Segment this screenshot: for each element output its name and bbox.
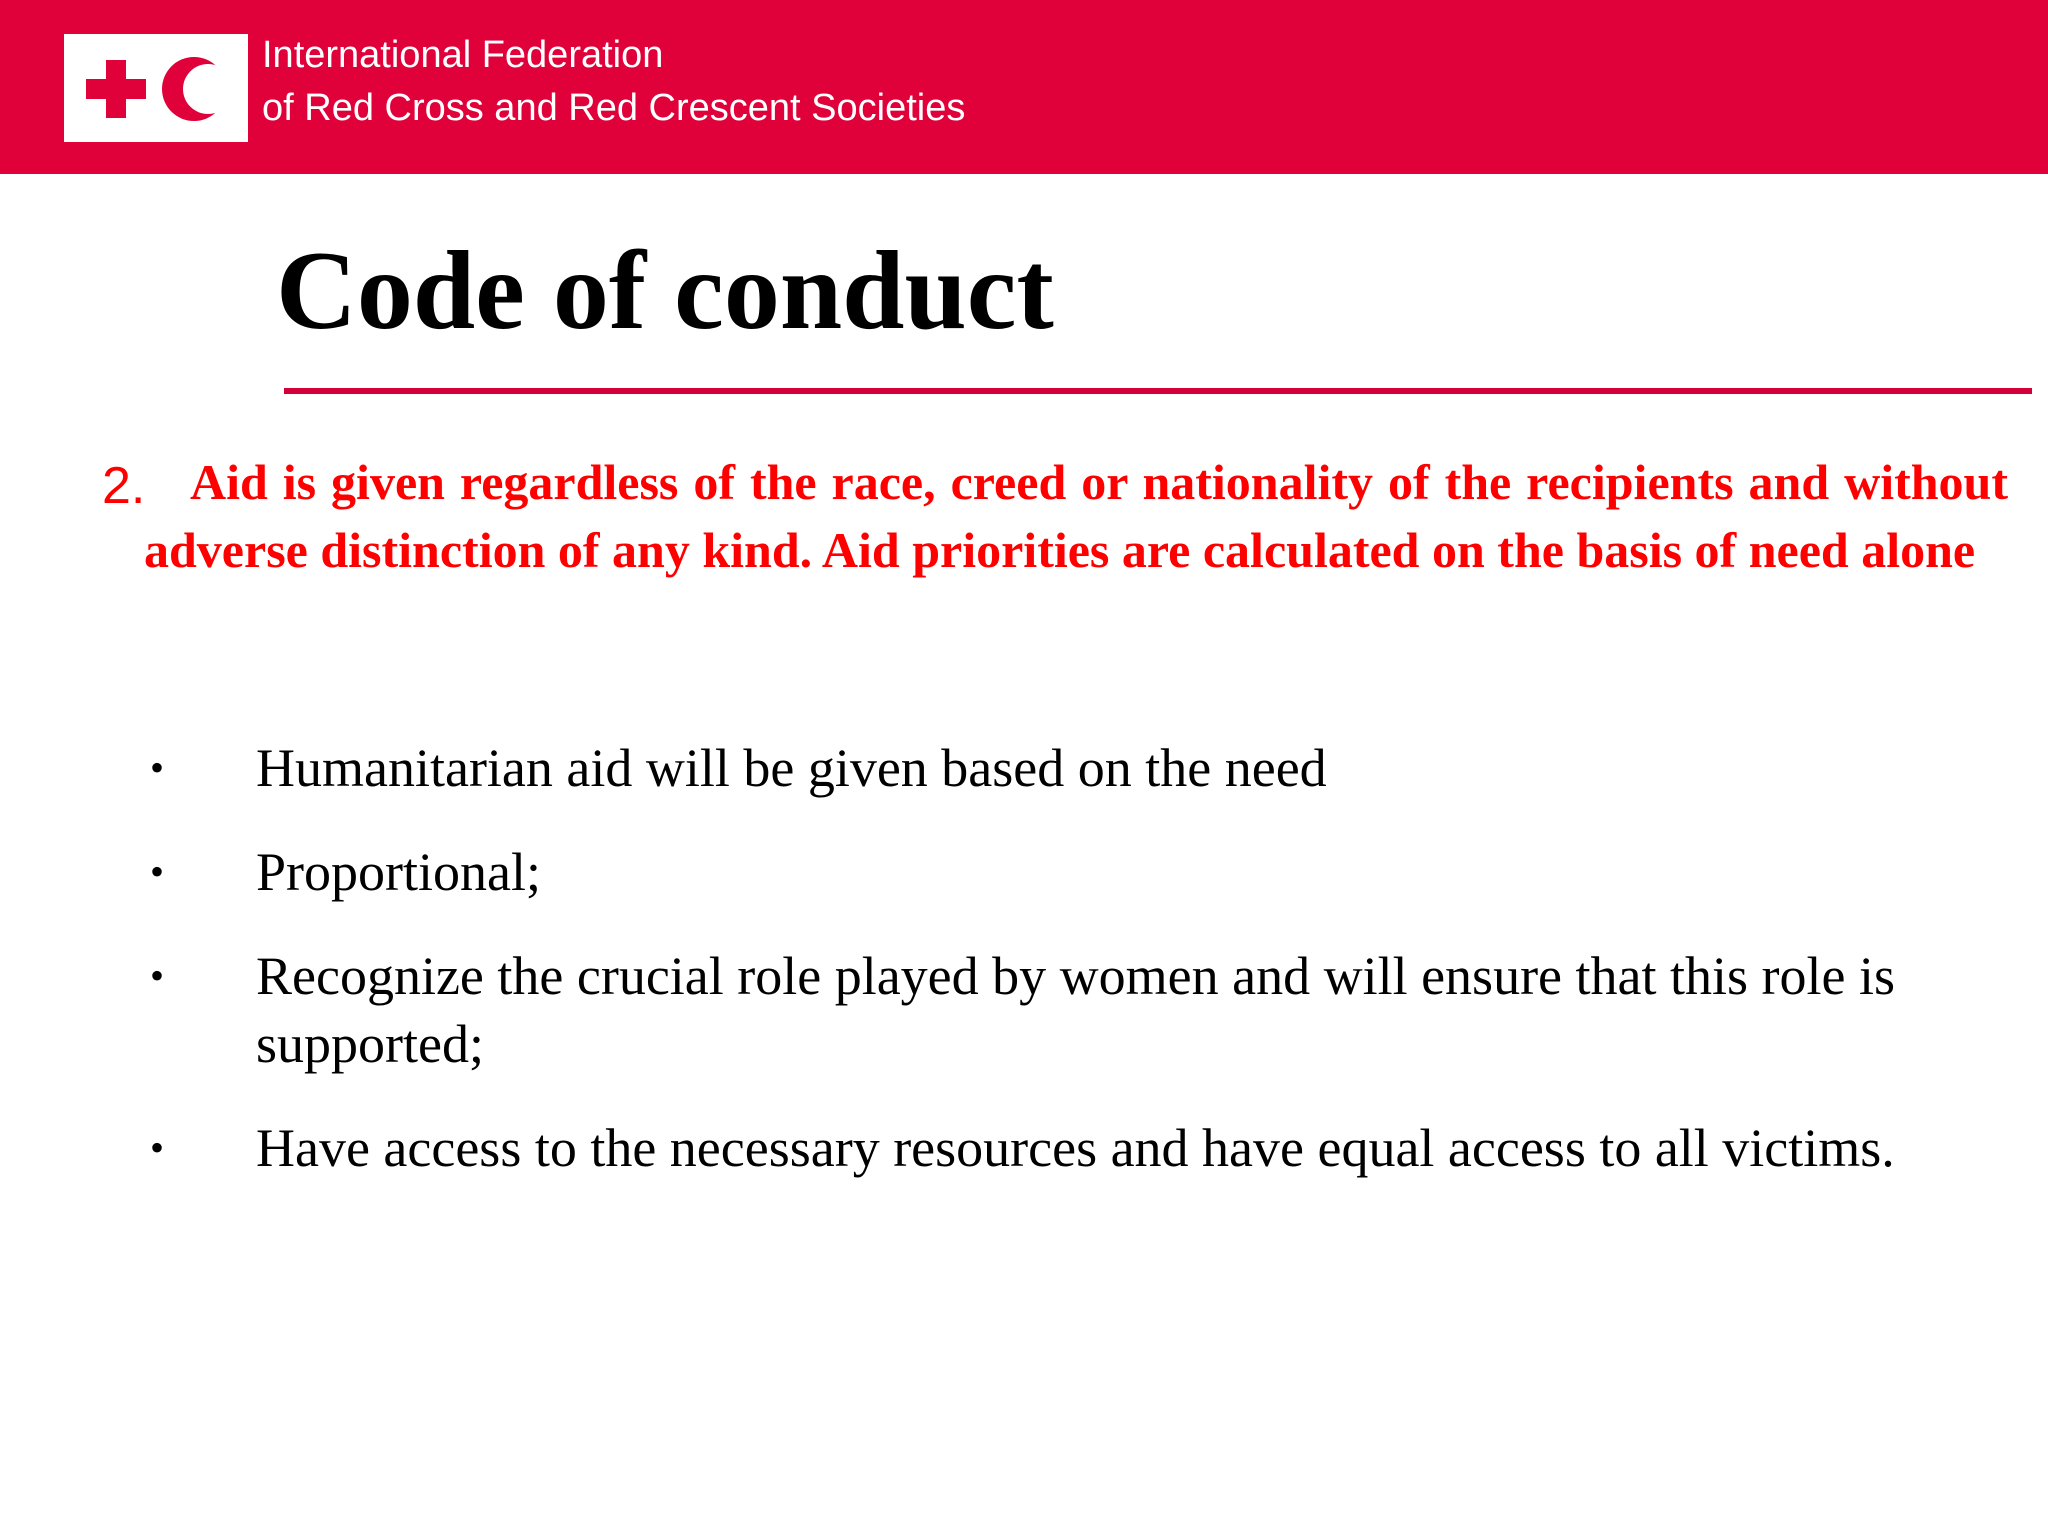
slide-title: Code of conduct	[276, 229, 1054, 353]
bullet-text: Humanitarian aid will be given based on the need	[256, 738, 1327, 798]
org-name-line-2: of Red Cross and Red Crescent Societies	[262, 87, 966, 129]
bullet-text: Proportional;	[256, 842, 541, 902]
bullet-text: Have access to the necessary resources and have equal access to all victims.	[256, 1118, 1895, 1178]
principle-number: 2.	[102, 457, 146, 515]
bullet-icon: •	[150, 953, 165, 998]
bullet-icon: •	[150, 849, 165, 894]
principle-body: Aid is given regardless of the race, creed or nationality of the recipients and without adverse distinction of any kind. Aid priorities are calculated on the basis of need alone	[144, 454, 2008, 578]
bullet-text: Recognize the crucial role played by women and will ensure that this role is supported;	[256, 946, 1895, 1074]
bullet-icon: •	[150, 1125, 165, 1170]
org-name-line-1: International Federation	[262, 34, 664, 76]
bullet-icon: •	[150, 745, 165, 790]
